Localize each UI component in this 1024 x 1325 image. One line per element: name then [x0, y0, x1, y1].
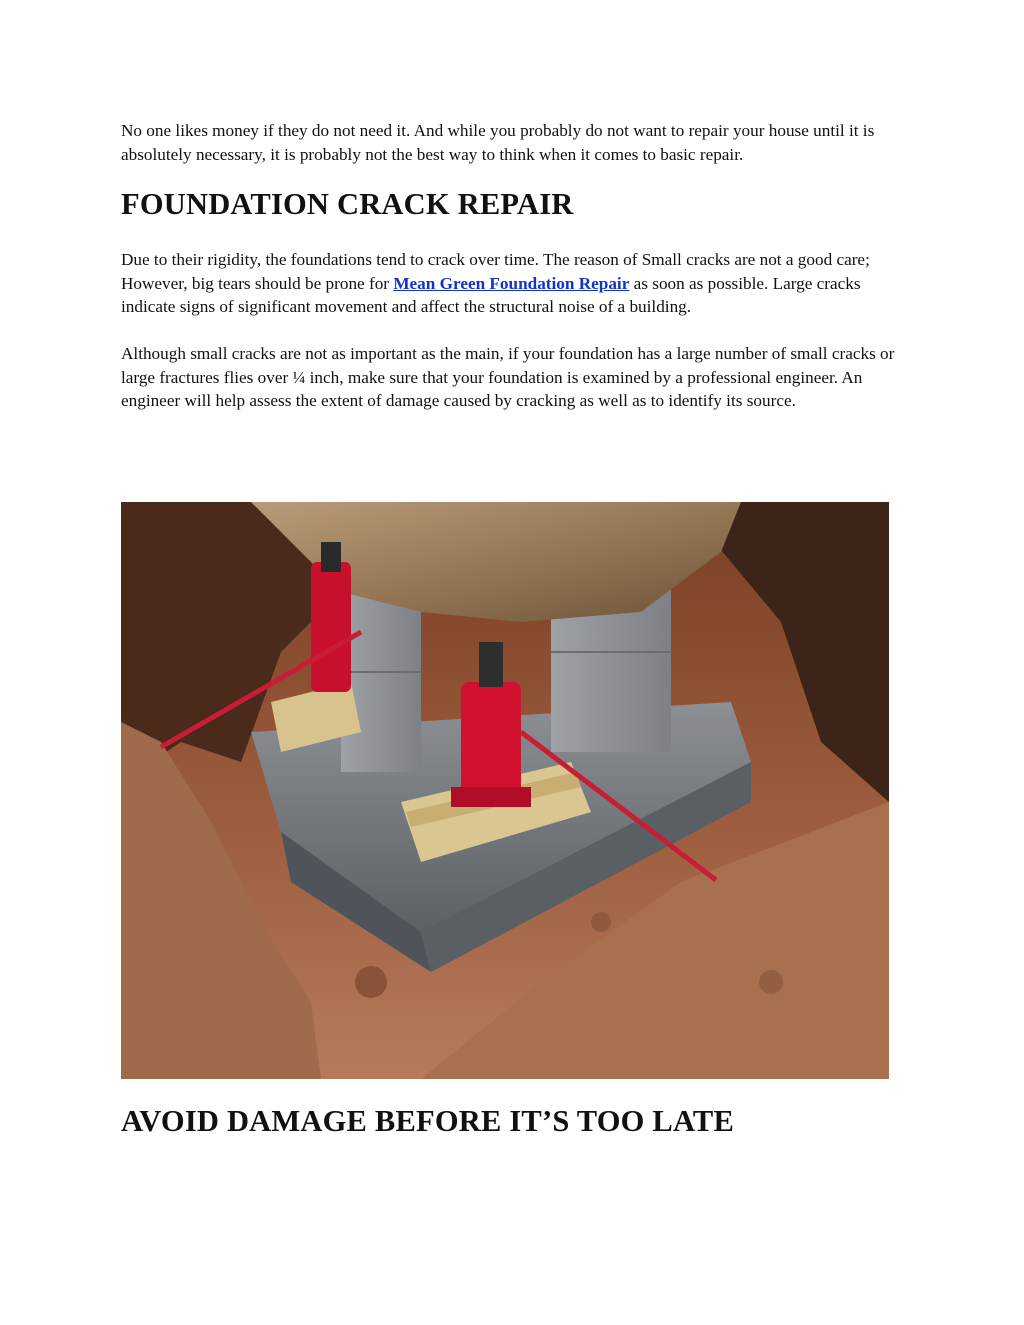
small-cracks-paragraph: Although small cracks are not as important as the main, if your foundation has a large number of small cracks or large fractures flies over ¼ inch, make sure that your foundation is examined by a professional engineer. An engineer will help assess the extent of damage caused by cracking as well as to identify its source. [121, 343, 895, 411]
document-body [121, 119, 911, 413]
foundation-jacks-image [121, 502, 889, 1079]
foundation-repair-photo [121, 502, 889, 1079]
section-heading-avoid-damage: AVOID DAMAGE BEFORE IT’S TOO LATE [121, 1104, 735, 1138]
mean-green-foundation-repair-link[interactable]: Mean Green Foundation Repair [393, 273, 630, 293]
bottle-jack-center [461, 682, 521, 802]
crack-repair-paragraph [121, 248, 911, 319]
intro-paragraph: No one likes money if they do not need it. And while you probably do not want to repair your house until it is absolutely necessary, it is probably not the best way to think when it comes to basic repair. [121, 121, 875, 164]
section-heading-foundation-crack-repair: FOUNDATION CRACK REPAIR [121, 187, 574, 222]
bottle-jack-left [311, 562, 351, 692]
paragraph-text-after-link: as soon as possible. Large cracks indicate signs of significant movement and affect the structural noise of a building. [121, 273, 861, 317]
paragraph-text-before-link: Due to their rigidity, the foundations tend to crack over time. The reason of Small cracks are not a good care; However, big tears should be prone for [121, 250, 870, 293]
